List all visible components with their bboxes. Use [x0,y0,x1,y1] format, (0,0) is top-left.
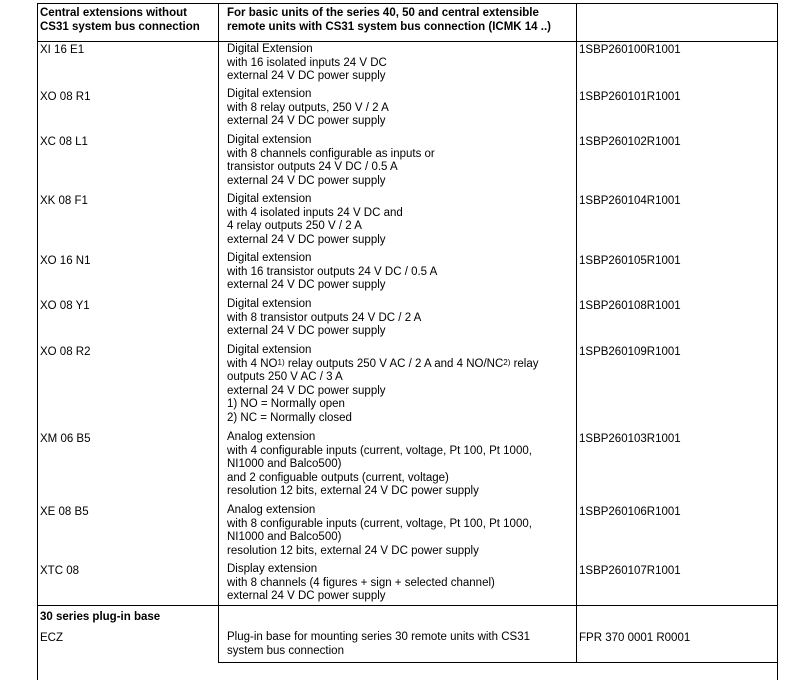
module-name: ECZ [40,632,63,644]
order-number: 1SBP260101R1001 [579,91,681,103]
table-border-top [37,3,778,4]
description-text: with 4 NO [227,357,278,370]
order-number: 1SBP260108R1001 [579,300,681,312]
description-line: external 24 V DC power supply [227,384,386,397]
table-border-right [777,3,778,680]
header-col1-line: Central extensions without [40,7,187,19]
description-line: external 24 V DC power supply [227,174,386,187]
description-line: transistor outputs 24 V DC / 0.5 A [227,161,398,173]
description-line: system bus connection [227,644,344,657]
module-name: XTC 08 [40,565,79,577]
module-description [227,134,435,188]
footnote-marker: 2) [503,357,511,367]
description-line: Analog extension [227,431,316,443]
description-line: outputs 250 V AC / 3 A [227,371,343,383]
description-line: Digital extension [227,193,312,205]
module-description [227,504,532,558]
description-line: Plug-in base for mounting series 30 remote units with CS31 [227,631,530,643]
module-name: XO 16 N1 [40,255,91,267]
module-description [227,344,539,425]
module-name: XE 08 B5 [40,506,89,518]
order-number: 1SPB260109R1001 [579,346,681,358]
header-col1-line: CS31 system bus connection [40,20,200,33]
description-line: Analog extension [227,504,316,516]
header-col2 [227,7,551,34]
description-line: with 4 isolated inputs 24 V DC and [227,206,403,219]
section-title: 30 series plug-in base [40,611,161,623]
description-text: relay [510,357,539,370]
description-line: external 24 V DC power supply [227,233,386,246]
footnote-line: 2) NC = Normally closed [227,411,352,424]
description-line: with 8 transistor outputs 24 V DC / 2 A [227,311,422,324]
description-line: Digital Extension [227,43,313,55]
header-col2-line: remote units with CS31 system bus connection (ICMK 14 ..) [227,20,551,33]
section-divider [37,605,778,606]
description-line: external 24 V DC power supply [227,590,386,602]
description-line: with 8 channels (4 figures + sign + selected channel) [227,576,495,589]
description-line: resolution 12 bits, external 24 V DC power supply [227,485,479,497]
description-line: with 4 configurable inputs (current, voltage, Pt 100, Pt 1000, [227,444,532,457]
table-header-divider [37,41,778,42]
description-line: Digital extension [227,134,312,146]
description-line: Digital extension [227,252,312,264]
description-line: Display extension [227,563,318,575]
module-name: XK 08 F1 [40,195,88,207]
description-line: with 8 relay outputs, 250 V / 2 A [227,101,389,114]
order-number: 1SBP260104R1001 [579,195,681,207]
order-number: 1SBP260100R1001 [579,44,681,56]
table-col-divider-2 [576,3,577,662]
order-number: 1SBP260107R1001 [579,565,681,577]
description-line: Digital extension [227,88,312,100]
header-col2-line: For basic units of the series 40, 50 and central extensible [227,7,539,19]
module-description [227,631,530,658]
module-name: XO 08 Y1 [40,300,90,312]
description-line: external 24 V DC power supply [227,115,386,127]
description-line: external 24 V DC power supply [227,325,386,337]
description-line: resolution 12 bits, external 24 V DC power supply [227,544,479,557]
order-number: 1SBP260103R1001 [579,433,681,445]
description-line: external 24 V DC power supply [227,70,386,82]
description-line: with 16 isolated inputs 24 V DC [227,56,387,69]
module-description [227,252,437,293]
order-number: 1SBP260105R1001 [579,255,681,267]
module-name: XM 06 B5 [40,433,91,445]
module-description [227,43,387,84]
module-description [227,88,389,129]
module-description [227,563,495,604]
description-line: NI1000 and Balco500) [227,458,342,470]
table-border-left [37,3,38,680]
footnote-line: 1) NO = Normally open [227,398,345,410]
module-name: XC 08 L1 [40,136,88,148]
footnote-marker: 1) [277,357,285,367]
description-line: with 8 channels configurable as inputs or [227,147,435,160]
description-line [227,358,539,372]
module-name: XO 08 R2 [40,346,91,358]
description-line: with 16 transistor outputs 24 V DC / 0.5 A [227,265,438,278]
module-description [227,193,403,247]
description-line: Digital extension [227,298,312,310]
table-col-divider-1 [218,3,219,662]
module-name: XO 08 R1 [40,91,91,103]
description-line: Digital extension [227,344,312,356]
module-name: XI 16 E1 [40,44,85,56]
description-line: and 2 configuable outputs (current, voltage) [227,471,449,484]
description-line: NI1000 and Balco500) [227,531,342,543]
description-text: relay outputs 250 V AC / 2 A and 4 NO/NC [284,357,504,370]
table-bottom-line [218,662,778,663]
module-description [227,298,421,339]
description-line: external 24 V DC power supply [227,279,386,291]
order-number: 1SBP260102R1001 [579,136,681,148]
description-line: 4 relay outputs 250 V / 2 A [227,220,362,232]
order-number: FPR 370 0001 R0001 [579,632,691,644]
header-col1 [40,7,200,34]
module-description [227,431,532,499]
order-number: 1SBP260106R1001 [579,506,681,518]
description-line: with 8 configurable inputs (current, voltage, Pt 100, Pt 1000, [227,517,532,530]
